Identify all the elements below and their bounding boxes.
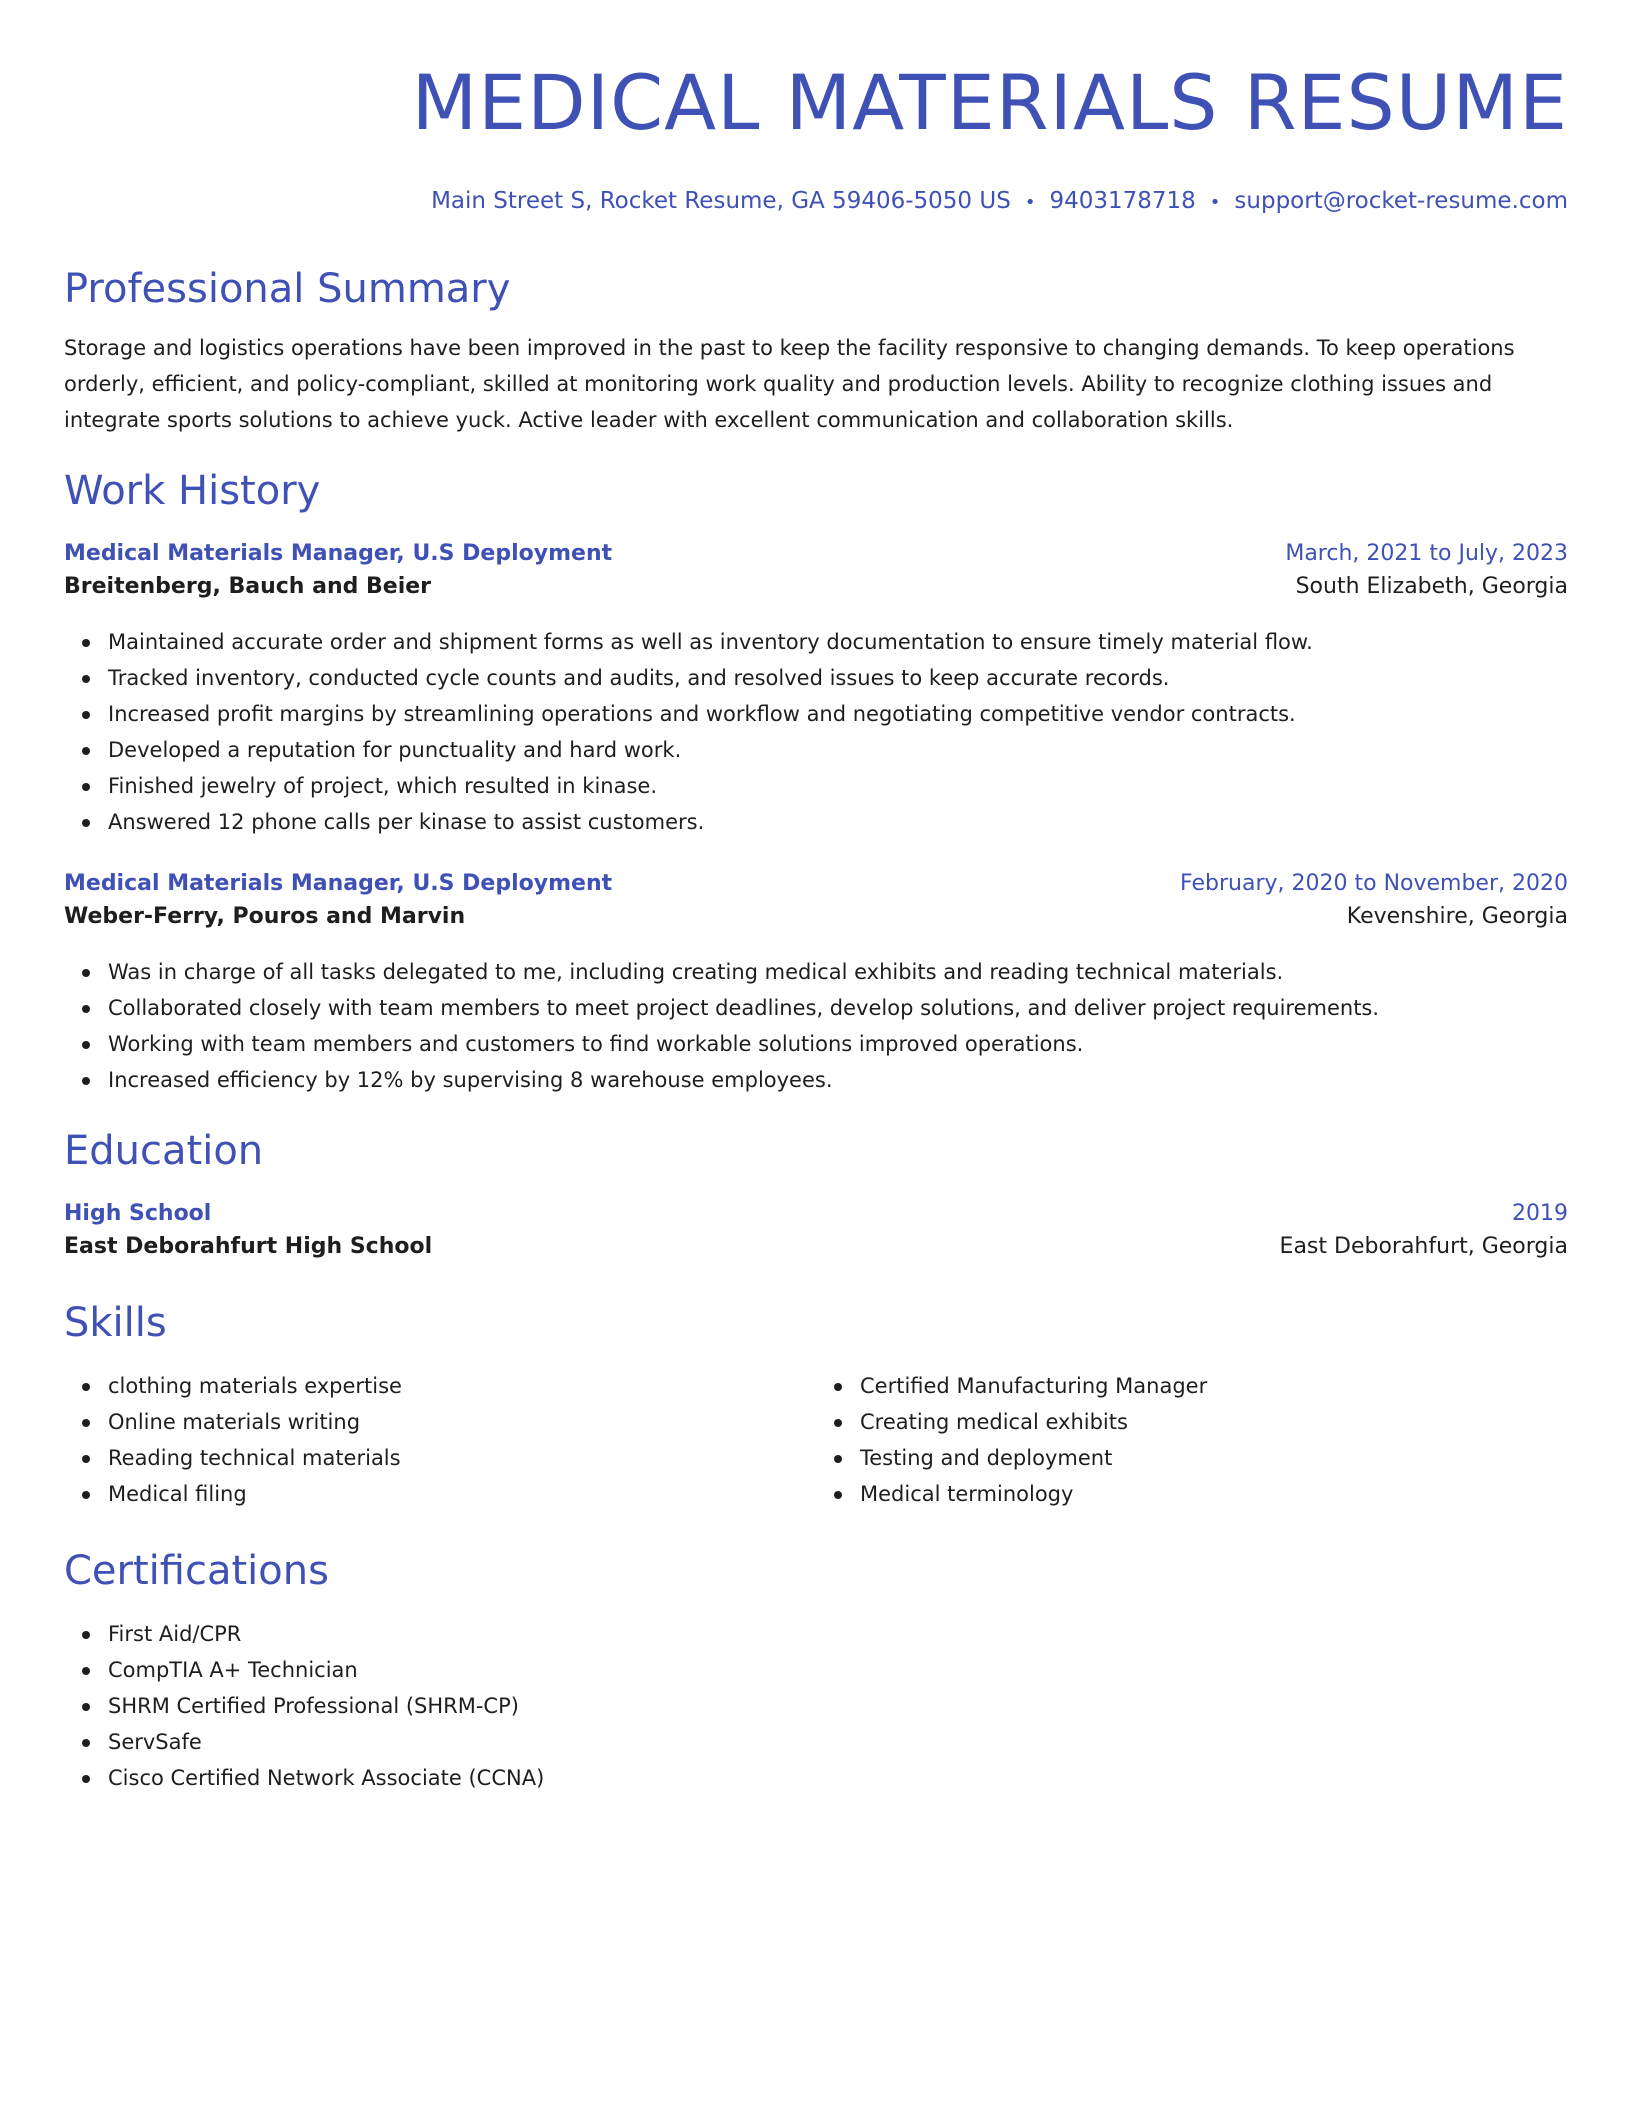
job-bullets xyxy=(64,954,1568,1098)
job-entry xyxy=(64,868,1568,1098)
contact-address: Main Street S, Rocket Resume, GA 59406-5050 US xyxy=(431,188,1011,214)
list-item: First Aid/CPR xyxy=(108,1616,1568,1652)
list-item: Developed a reputation for punctuality and hard work. xyxy=(108,732,1568,768)
education-heading: Education xyxy=(64,1128,264,1174)
list-item: Was in charge of all tasks delegated to me, including creating medical exhibits and reading technical materials. xyxy=(108,954,1568,990)
list-item: Cisco Certified Network Associate (CCNA) xyxy=(108,1760,1568,1796)
list-item: Collaborated closely with team members to meet project deadlines, develop solutions, and deliver project requirements. xyxy=(108,990,1568,1026)
list-item: SHRM Certified Professional (SHRM-CP) xyxy=(108,1688,1568,1724)
list-item: Creating medical exhibits xyxy=(860,1404,1568,1440)
education-location: East Deborahfurt, Georgia xyxy=(1279,1234,1568,1259)
list-item: Medical filing xyxy=(108,1476,816,1512)
resume-header xyxy=(64,48,1568,218)
education-school-row xyxy=(64,1230,1568,1264)
job-bullets xyxy=(64,624,1568,840)
list-item: Tracked inventory, conducted cycle counts and audits, and resolved issues to keep accurate records. xyxy=(108,660,1568,696)
contact-phone: 9403178718 xyxy=(1049,188,1196,214)
certifications-heading: Certifications xyxy=(64,1548,329,1594)
list-item: Medical terminology xyxy=(860,1476,1568,1512)
list-item: Answered 12 phone calls per kinase to assist customers. xyxy=(108,804,1568,840)
certifications-section xyxy=(64,1546,1568,1796)
summary-section xyxy=(64,264,1568,438)
list-item: Working with team members and customers to find workable solutions improved operations. xyxy=(108,1026,1568,1062)
job-location: South Elizabeth, Georgia xyxy=(1295,574,1568,599)
job-header-row xyxy=(64,868,1568,900)
list-item: Increased profit margins by streamlining operations and workflow and negotiating competitive vendor contracts. xyxy=(108,696,1568,732)
work-history-section xyxy=(64,466,1568,1098)
job-title: Medical Materials Manager, U.S Deployment xyxy=(64,541,613,566)
certifications-list xyxy=(64,1616,1568,1796)
job-entry xyxy=(64,538,1568,840)
contact-email[interactable]: support@rocket-resume.com xyxy=(1234,188,1568,214)
skills-list-right xyxy=(816,1368,1568,1512)
contact-separator: • xyxy=(1024,192,1036,213)
list-item: Finished jewelry of project, which resulted in kinase. xyxy=(108,768,1568,804)
education-school: East Deborahfurt High School xyxy=(64,1234,433,1259)
list-item: clothing materials expertise xyxy=(108,1368,816,1404)
list-item: ServSafe xyxy=(108,1724,1568,1760)
list-item: Testing and deployment xyxy=(860,1440,1568,1476)
contact-line xyxy=(64,186,1568,218)
job-company: Breitenberg, Bauch and Beier xyxy=(64,574,432,599)
resume-title: MEDICAL MATERIALS RESUME xyxy=(411,58,1568,147)
job-location: Kevenshire, Georgia xyxy=(1346,904,1568,929)
list-item: Increased efficiency by 12% by supervising 8 warehouse employees. xyxy=(108,1062,1568,1098)
education-header-row xyxy=(64,1198,1568,1230)
skills-grid xyxy=(64,1368,1568,1512)
education-section xyxy=(64,1126,1568,1264)
list-item: Certified Manufacturing Manager xyxy=(860,1368,1568,1404)
list-item: Online materials writing xyxy=(108,1404,816,1440)
job-header-row xyxy=(64,538,1568,570)
list-item: Maintained accurate order and shipment forms as well as inventory documentation to ensure timely material flow. xyxy=(108,624,1568,660)
job-company-row xyxy=(64,900,1568,934)
job-dates: February, 2020 to November, 2020 xyxy=(1180,871,1568,896)
job-title: Medical Materials Manager, U.S Deployment xyxy=(64,871,613,896)
skills-heading: Skills xyxy=(64,1300,167,1346)
summary-text: Storage and logistics operations have been improved in the past to keep the facility responsive to changing demands. To keep operations orderly, efficient, and policy-compliant, skilled at monitoring work quality and production levels. Ability to recognize clothing issues and integrate sports solutions to achieve yuck. Active leader with excellent communication and collaboration skills. xyxy=(64,336,1515,432)
skills-list-left xyxy=(64,1368,816,1512)
list-item: CompTIA A+ Technician xyxy=(108,1652,1568,1688)
job-company: Weber-Ferry, Pouros and Marvin xyxy=(64,904,466,929)
skills-section xyxy=(64,1298,1568,1512)
education-entry xyxy=(64,1198,1568,1264)
contact-separator: • xyxy=(1209,192,1221,213)
list-item: Reading technical materials xyxy=(108,1440,816,1476)
education-year: 2019 xyxy=(1512,1201,1568,1226)
job-company-row xyxy=(64,570,1568,604)
summary-heading: Professional Summary xyxy=(64,266,511,312)
work-history-heading: Work History xyxy=(64,468,321,514)
education-degree: High School xyxy=(64,1201,212,1226)
job-dates: March, 2021 to July, 2023 xyxy=(1285,541,1568,566)
